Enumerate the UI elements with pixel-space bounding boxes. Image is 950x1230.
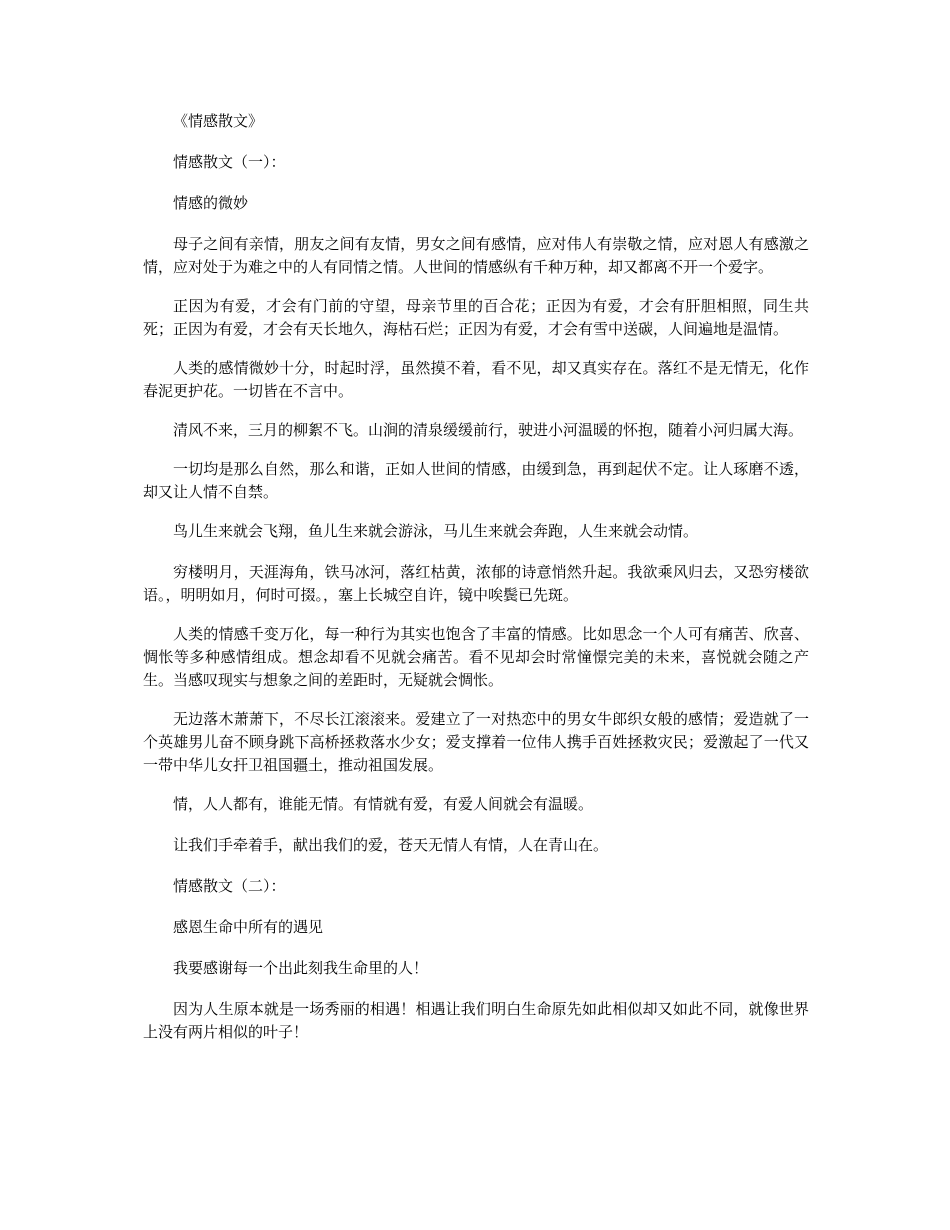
- paragraph: 我要感谢每一个出此刻我生命里的人！: [173, 959, 429, 977]
- article-title: 感恩生命中所有的遇见: [173, 918, 324, 936]
- document-page: [143, 110, 809, 1060]
- paragraph: 母子之间有亲情，朋友之间有友情，男女之间有感情，应对伟人有崇敬之情，应对恩人有感激之情，应对处于为难之中的人有同情之情。人世间的情感纵有千种万种，却又都离不开一个爱字。: [143, 235, 809, 276]
- paragraph: 穷楼明月，天涯海角，铁马冰河，落红枯黄，浓郁的诗意悄然升起。我欲乘风归去，又恐穷楼欲语。，明明如月，何时可掇。，塞上长城空自许，镜中唉鬓已先斑。: [143, 563, 809, 604]
- paragraph: 让我们手牵着手，献出我们的爱，苍天无情人有情，人在青山在。: [173, 836, 609, 854]
- paragraph: 情，人人都有，谁能无情。有情就有爱，有爱人间就会有温暖。: [173, 795, 594, 813]
- paragraph: 一切均是那么自然，那么和谐，正如人世间的情感，由缓到急，再到起伏不定。让人琢磨不透，却又让人情不自禁。: [143, 460, 809, 501]
- section-heading: 情感散文（二）：: [173, 877, 286, 895]
- document-title: 《情感散文》: [173, 112, 264, 130]
- section-heading: 情感散文（一）：: [173, 153, 286, 171]
- paragraph: 无边落木萧萧下，不尽长江滚滚来。爱建立了一对热恋中的男女牛郎织女般的感情；爱造就了一个英雄男儿奋不顾身跳下高桥拯救落水少女；爱支撑着一位伟人携手百姓拯救灾民；爱激起了一代又一带中华儿女扞卫祖国疆土，推动祖国发展。: [143, 710, 809, 774]
- paragraph: 因为人生原本就是一场秀丽的相遇！相遇让我们明白生命原先如此相似却又如此不同，就像世界上没有两片相似的叶子！: [143, 1000, 809, 1041]
- paragraph: 清风不来，三月的柳絮不飞。山涧的清泉缓缓前行，驶进小河温暖的怀抱，随着小河归属大海。: [173, 421, 804, 439]
- paragraph: 正因为有爱，才会有门前的守望，母亲节里的百合花；正因为有爱，才会有肝胆相照，同生共死；正因为有爱，才会有天长地久，海枯石烂；正因为有爱，才会有雪中送碳，人间遍地是温情。: [143, 297, 809, 338]
- paragraph: 鸟儿生来就会飞翔，鱼儿生来就会游泳，马儿生来就会奔跑，人生来就会动情。: [173, 522, 699, 540]
- paragraph: 人类的情感千变万化，每一种行为其实也饱含了丰富的情感。比如思念一个人可有痛苦、欣喜、惆怅等多种感情组成。想念却看不见就会痛苦。看不见却会时常憧憬完美的未来，喜悦就会随之产生。当感叹现实与想象之间的差距时，无疑就会惆怅。: [143, 625, 809, 689]
- paragraph: 人类的感情微妙十分，时起时浮，虽然摸不着，看不见，却又真实存在。落红不是无情无，化作春泥更护花。一切皆在不言中。: [143, 359, 809, 400]
- article-title: 情感的微妙: [173, 194, 249, 212]
